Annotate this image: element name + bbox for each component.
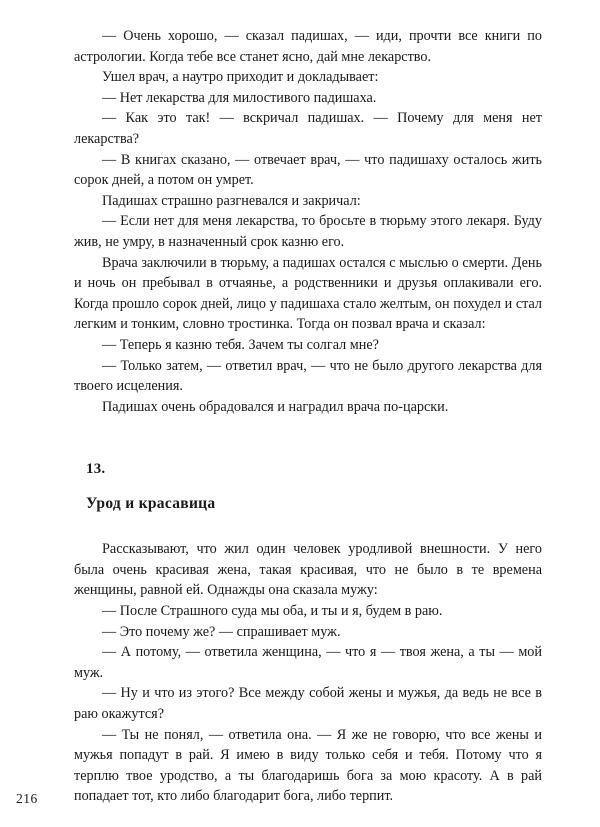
paragraph: — Как это так! — вскричал падишах. — Почему для меня нет лекарства? (74, 110, 542, 147)
section-number: 13. (86, 461, 106, 478)
current-story-text (74, 539, 542, 807)
page-number: 216 (16, 791, 38, 806)
paragraph: — Ну и что из этого? Все между собой жены и мужья, да ведь не все в раю окажутся? (74, 685, 542, 723)
paragraph: — Только затем, — ответил врач, — что не было другого лекарства для твоего исцеления. (74, 357, 542, 395)
paragraph: — Теперь я казню тебя. Зачем ты солгал мне? (102, 336, 379, 353)
previous-story-text (74, 26, 542, 417)
paragraph: — Ты не понял, — ответила она. — Я же не говорю, что все жены и мужья попадут в рай. Я имею в виду только себя и тебя. Потому что я терплю твое уродство, а ты благодаришь бога за мою красоту. А в рай попадает тот, кто либо благодарит бога, либо терпит. (74, 726, 542, 805)
paragraph: — После Страшного суда мы оба, и ты и я, будем в раю. (102, 603, 443, 620)
paragraph: Врача заключили в тюрьму, а падишах остался с мыслью о смерти. День и ночь он пребывал в отчаянье, а родственники и друзья оплакивали его. Когда прошло сорок дней, лицо у падишаха стало желтым, он похудел и стал легким и тонким, словно тростинка. Тогда он позвал врача и сказал: (74, 254, 542, 333)
paragraph: — Нет лекарства для милостивого падишаха. (102, 89, 377, 106)
paragraph: — Очень хорошо, — сказал падишах, — иди, прочти все книги по астрологии. Когда тебе все станет ясно, дай мне лекарство. (74, 28, 542, 65)
paragraph: Падишах страшно разгневался и закричал: (102, 192, 361, 209)
paragraph: Падишах очень обрадовался и наградил врача по-царски. (102, 398, 449, 415)
paragraph: Ушел врач, а наутро приходит и докладывает: (102, 69, 379, 86)
paragraph: Рассказывают, что жил один человек уродливой внешности. У него была очень красивая жена, такая красивая, что не было в те времена женщины, равной ей. Однажды она сказала мужу: (74, 541, 542, 599)
paragraph: — В книгах сказано, — отвечает врач, — что падишаху осталось жить сорок дней, а потом он умрет. (74, 151, 542, 189)
paragraph: — Если нет для меня лекарства, то бросьте в тюрьму этого лекаря. Буду жив, не умру, в назначенный срок казню его. (74, 213, 542, 250)
section-title: Урод и красавица (86, 495, 216, 513)
paragraph: — Это почему же? — спрашивает муж. (102, 623, 341, 640)
paragraph: — А потому, — ответила женщина, — что я — твоя жена, а ты — мой муж. (74, 644, 542, 681)
